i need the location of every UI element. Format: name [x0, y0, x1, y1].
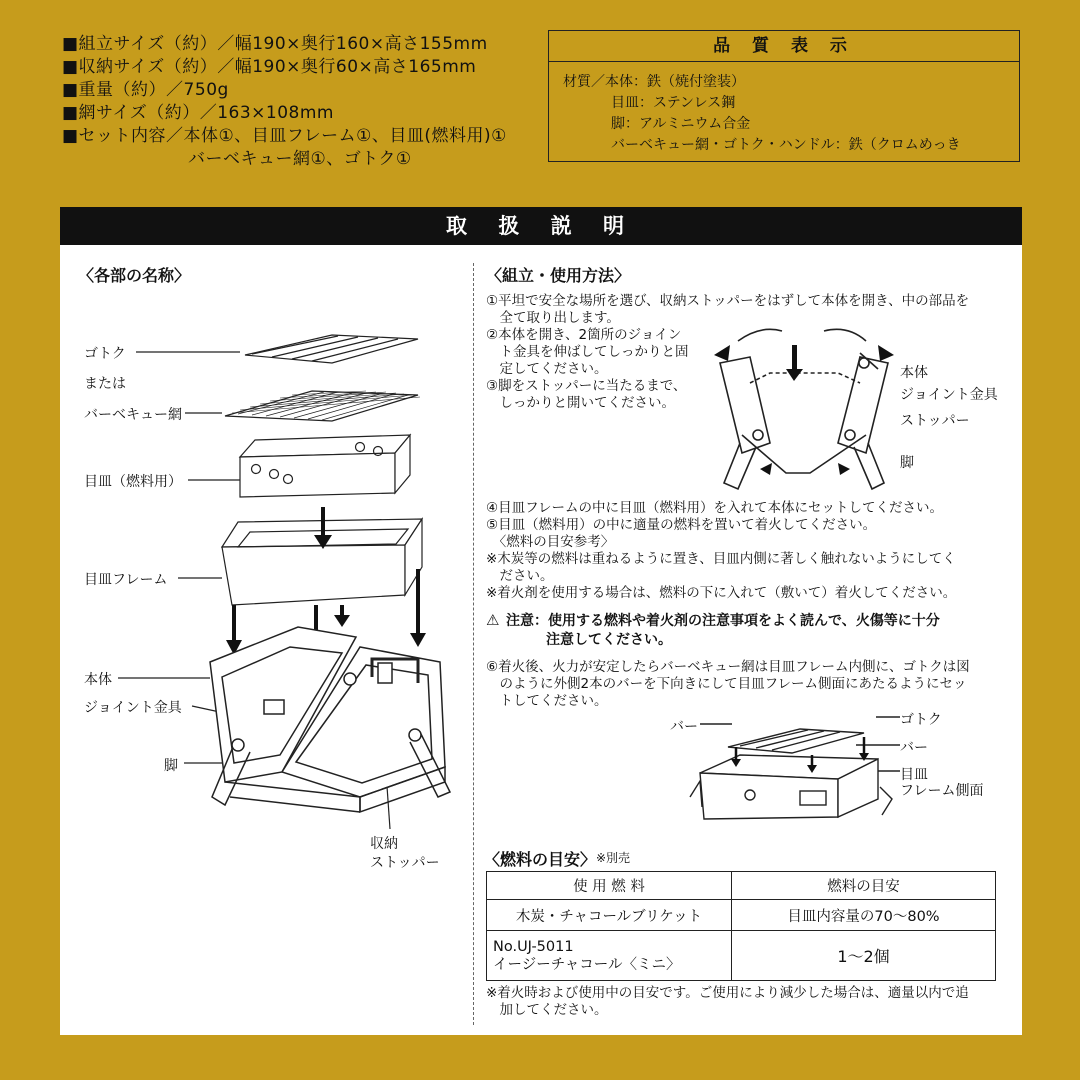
table-header-row	[487, 872, 996, 900]
label-tray-frame: 目皿フレーム	[84, 572, 168, 588]
quality-line: 材質／本体：鉄（焼付塗装）	[563, 74, 745, 90]
spec-folded-size: ■収納サイズ（約）／幅190×奥行60×高さ165mm	[62, 57, 477, 77]
opening-diagram	[710, 323, 900, 498]
fig2-label-tray: 目皿	[900, 767, 928, 783]
gotoku-placement-diagram	[680, 707, 900, 827]
cell-fuel-name: イージーチャコール〈ミニ〉	[493, 956, 681, 973]
step-1-line1: ①平坦で安全な場所を選び、収納ストッパーをはずして本体を開き、中の部品を	[486, 293, 970, 309]
quality-label-box	[548, 30, 1020, 162]
step-2-line1: ②本体を開き、2箇所のジョイン	[486, 327, 682, 343]
step-2-line2: ト金具を伸ばしてしっかりと固	[486, 344, 689, 360]
cell-guide: 1〜2個	[732, 931, 996, 981]
spec-weight: ■重量（約）／750g	[62, 80, 229, 100]
header-fuel-used: 使 用 燃 料	[487, 872, 732, 900]
fuel-section-title: 〈燃料の目安〉	[484, 850, 597, 869]
label-body: 本体	[84, 672, 112, 688]
exploded-parts-diagram	[60, 207, 473, 907]
step-2-line3: 定してください。	[486, 361, 608, 377]
step-6-line2: のように外側2本のバーを下向きにして目皿フレーム側面にあたるようにセッ	[486, 676, 967, 692]
caution-line1: 注意：使用する燃料や着火剤の注意事項をよく読んで、火傷等に十分	[506, 613, 940, 629]
note-charcoal-line2: ださい。	[486, 568, 554, 584]
spec-set-contents-cont: バーベキュー網①、ゴトク①	[188, 149, 412, 169]
header-fuel-guide: 燃料の目安	[732, 872, 996, 900]
fig1-label-stopper: ストッパー	[900, 413, 970, 429]
label-fuel-tray: 目皿（燃料用）	[84, 474, 182, 490]
fig1-label-leg: 脚	[900, 455, 914, 471]
cell-guide: 目皿内容量の70〜80%	[732, 900, 996, 931]
sold-separately-note: ※別売	[596, 851, 631, 865]
spec-net-size: ■網サイズ（約）／163×108mm	[62, 103, 334, 123]
fig1-label-body: 本体	[900, 365, 928, 381]
column-divider	[473, 263, 474, 1025]
caution-line2: 注意してください。	[546, 632, 672, 648]
label-gotoku: ゴトク	[84, 346, 126, 362]
quality-title: 品 質 表 示	[549, 31, 1019, 62]
fig2-label-bar-right: バー	[900, 740, 928, 756]
assembly-section-title: 〈組立・使用方法〉	[486, 266, 631, 285]
spec-set-contents: ■セット内容／本体①、目皿フレーム①、目皿(燃料用)①	[62, 126, 507, 146]
fuel-footnote-line1: ※着火時および使用中の目安です。ご使用により減少した場合は、適量以内で追	[486, 985, 969, 1001]
step-3-line2: しっかりと開いてください。	[486, 395, 675, 411]
note-igniter: ※着火剤を使用する場合は、燃料の下に入れて（敷いて）着火してください。	[486, 585, 957, 601]
step-3-line1: ③脚をストッパーに当たるまで、	[486, 378, 687, 394]
parts-section-title: 〈各部の名称〉	[78, 266, 191, 285]
table-row	[487, 931, 996, 981]
step-4: ④目皿フレームの中に目皿（燃料用）を入れて本体にセットしてください。	[486, 500, 944, 516]
step-5: ⑤目皿（燃料用）の中に適量の燃料を置いて着火してください。	[486, 517, 877, 533]
cell-fuel: 木炭・チャコールブリケット	[487, 900, 732, 931]
note-charcoal-line1: ※木炭等の燃料は重ねるように置き、目皿内側に著しく触れないようにしてく	[486, 551, 956, 567]
instruction-header: 取 扱 説 明	[60, 207, 1022, 245]
fig2-label-gotoku: ゴトク	[900, 712, 942, 728]
fuel-footnote-line2: 加してください。	[486, 1002, 608, 1018]
step-6-line1: ⑥着火後、火力が安定したらバーベキュー網は目皿フレーム内側に、ゴトクは図	[486, 659, 970, 675]
table-row	[487, 900, 996, 931]
spec-assembled-size: ■組立サイズ（約）／幅190×奥行160×高さ155mm	[62, 34, 488, 54]
step-1-line2: 全て取り出します。	[486, 310, 620, 326]
fig2-label-bar-left: バー	[670, 719, 698, 735]
label-joint: ジョイント金具	[84, 700, 182, 716]
cell-fuel-model: No.UJ-5011	[493, 938, 574, 955]
cell-fuel	[487, 931, 732, 981]
quality-line: 脚：アルミニウム合金	[611, 116, 751, 132]
instruction-panel	[60, 207, 1022, 1035]
warning-icon: ⚠	[486, 611, 500, 629]
step-6-line3: トしてください。	[486, 693, 608, 709]
fig1-label-joint: ジョイント金具	[900, 387, 998, 403]
label-bbq-net: バーベキュー網	[84, 407, 182, 423]
fig2-label-frame-side: フレーム側面	[900, 783, 984, 799]
quality-line: 目皿：ステンレス鋼	[611, 95, 736, 111]
fuel-guide-table	[486, 871, 996, 981]
label-or: または	[84, 376, 126, 392]
fuel-reference: 〈燃料の目安参考〉	[486, 534, 615, 550]
label-leg: 脚	[164, 758, 178, 774]
label-stopper: ストッパー	[370, 855, 440, 871]
quality-line: バーベキュー網・ゴトク・ハンドル：鉄（クロムめっき	[611, 137, 961, 153]
label-storage: 収納	[370, 836, 398, 852]
